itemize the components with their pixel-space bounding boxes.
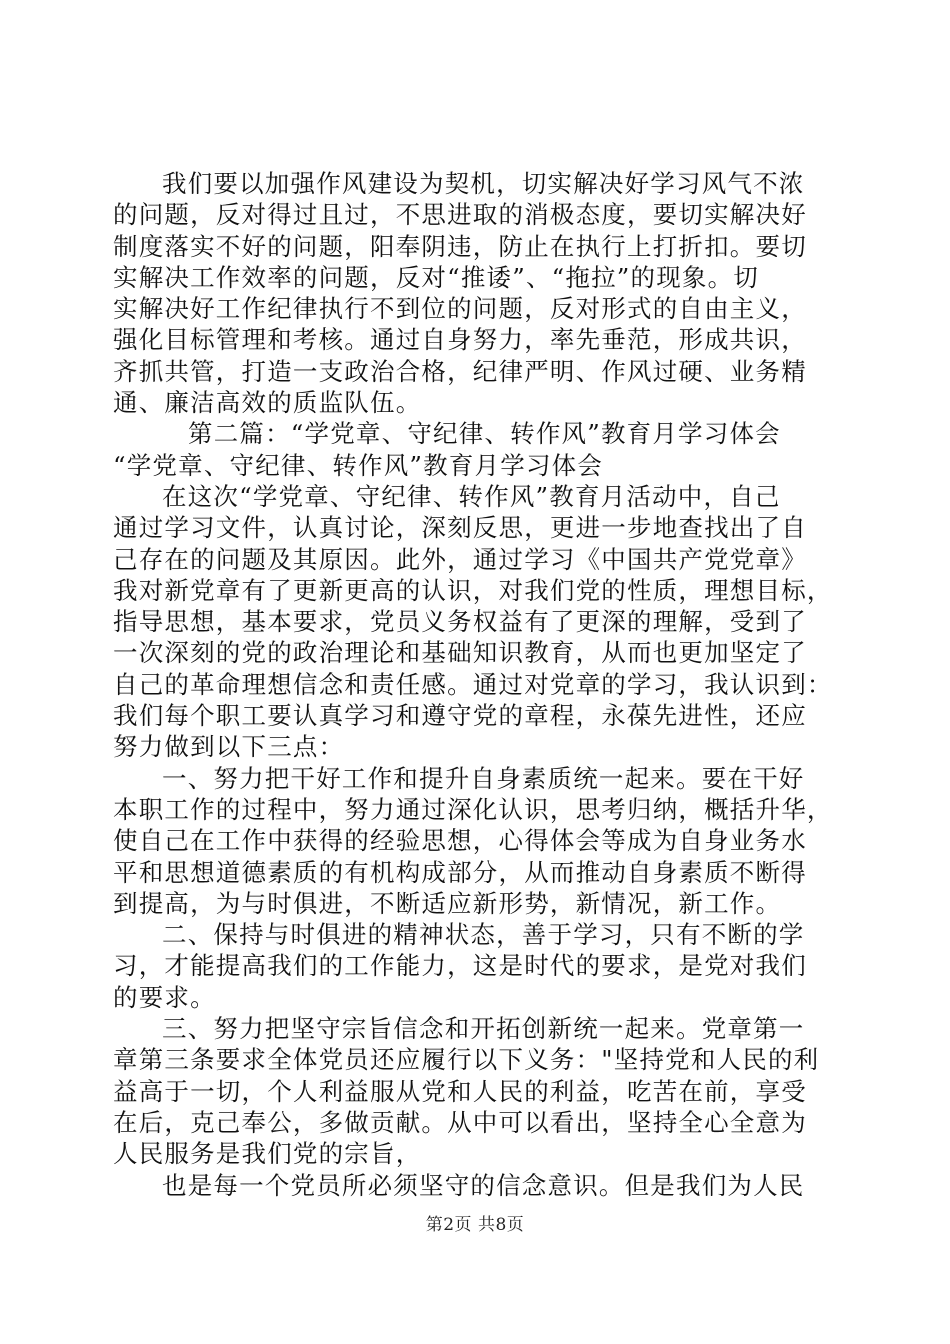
text-line: 我们每个职工要认真学习和遵守党的章程，永葆先进性，还应 — [113, 701, 807, 731]
text-line: 努力做到以下三点： — [113, 732, 345, 762]
text-line: 在后，克己奉公，多做贡献。从中可以看出，坚持全心全意为 — [113, 1107, 807, 1137]
text-line: 使自己在工作中获得的经验思想，心得体会等成为自身业务水 — [113, 826, 807, 856]
text-line: 自己的革命理想信念和责任感。通过对党章的学习，我认识到： — [113, 669, 833, 699]
text-line: 齐抓共管，打造一支政治合格，纪律严明、作风过硬、业务精 — [113, 356, 807, 386]
section-heading: 第二篇：“学党章、守纪律、转作风”教育月学习体会 — [188, 419, 781, 449]
text-line: 在这次“学党章、守纪律、转作风”教育月活动中，自己 — [162, 481, 781, 511]
text-line: 一、努力把干好工作和提升自身素质统一起来。要在干好 — [162, 763, 805, 793]
text-line: 通、廉洁高效的质监队伍。 — [113, 388, 422, 418]
text-line: 本职工作的过程中，努力通过深化认识，思考归纳，概括升华， — [113, 794, 833, 824]
text-line: 一次深刻的党的政治理论和基础知识教育，从而也更加坚定了 — [113, 638, 807, 668]
body-text — [113, 168, 838, 1201]
text-line: 二、保持与时俱进的精神状态，善于学习，只有不断的学 — [162, 920, 805, 950]
text-line: 平和思想道德素质的有机构成部分，从而推动自身素质不断得 — [113, 857, 807, 887]
text-line: 我们要以加强作风建设为契机，切实解决好学习风气不浓 — [162, 169, 805, 198]
text-line: 章第三条要求全体党员还应履行以下义务："坚持党和人民的利 — [113, 1045, 820, 1075]
text-line: 到提高，为与时俱进，不断适应新形势，新情况，新工作。 — [113, 888, 782, 918]
text-line: 三、努力把坚守宗旨信念和开拓创新统一起来。党章第一 — [162, 1014, 805, 1044]
text-line: 通过学习文件，认真讨论，深刻反思，更进一步地查找出了自 — [113, 513, 807, 543]
section-subtitle: “学党章、守纪律、转作风”教育月学习体会 — [113, 450, 604, 480]
text-line: 己存在的问题及其原因。此外，通过学习《中国共产党党章》 — [113, 544, 807, 574]
text-line: 实解决工作效率的问题，反对“推诿”、“拖拉”的现象。切 — [113, 262, 759, 292]
text-line: 习，才能提高我们的工作能力，这是时代的要求，是党对我们 — [113, 951, 807, 981]
text-line: 的问题，反对得过且过，不思进取的消极态度，要切实解决好 — [113, 200, 807, 230]
text-line: 人民服务是我们党的宗旨， — [113, 1139, 422, 1169]
text-line: 强化目标管理和考核。通过自身努力，率先垂范，形成共识， — [113, 325, 807, 355]
text-line: 的要求。 — [113, 982, 216, 1012]
text-line: 指导思想，基本要求，党员义务权益有了更深的理解，受到了 — [113, 607, 807, 637]
text-line: 制度落实不好的问题，阳奉阴违，防止在执行上打折扣。要切 — [113, 231, 807, 261]
text-line: 益高于一切，个人利益服从党和人民的利益，吃苦在前，享受 — [113, 1076, 807, 1106]
text-line: 我对新党章有了更新更高的认识，对我们党的性质，理想目标， — [113, 575, 833, 605]
text-line: 实解决好工作纪律执行不到位的问题，反对形式的自由主义， — [113, 294, 807, 324]
text-line: 也是每一个党员所必须坚守的信念意识。但是我们为人民 — [162, 1170, 805, 1200]
page-number-footer: 第2页 共8页 — [425, 1215, 525, 1235]
